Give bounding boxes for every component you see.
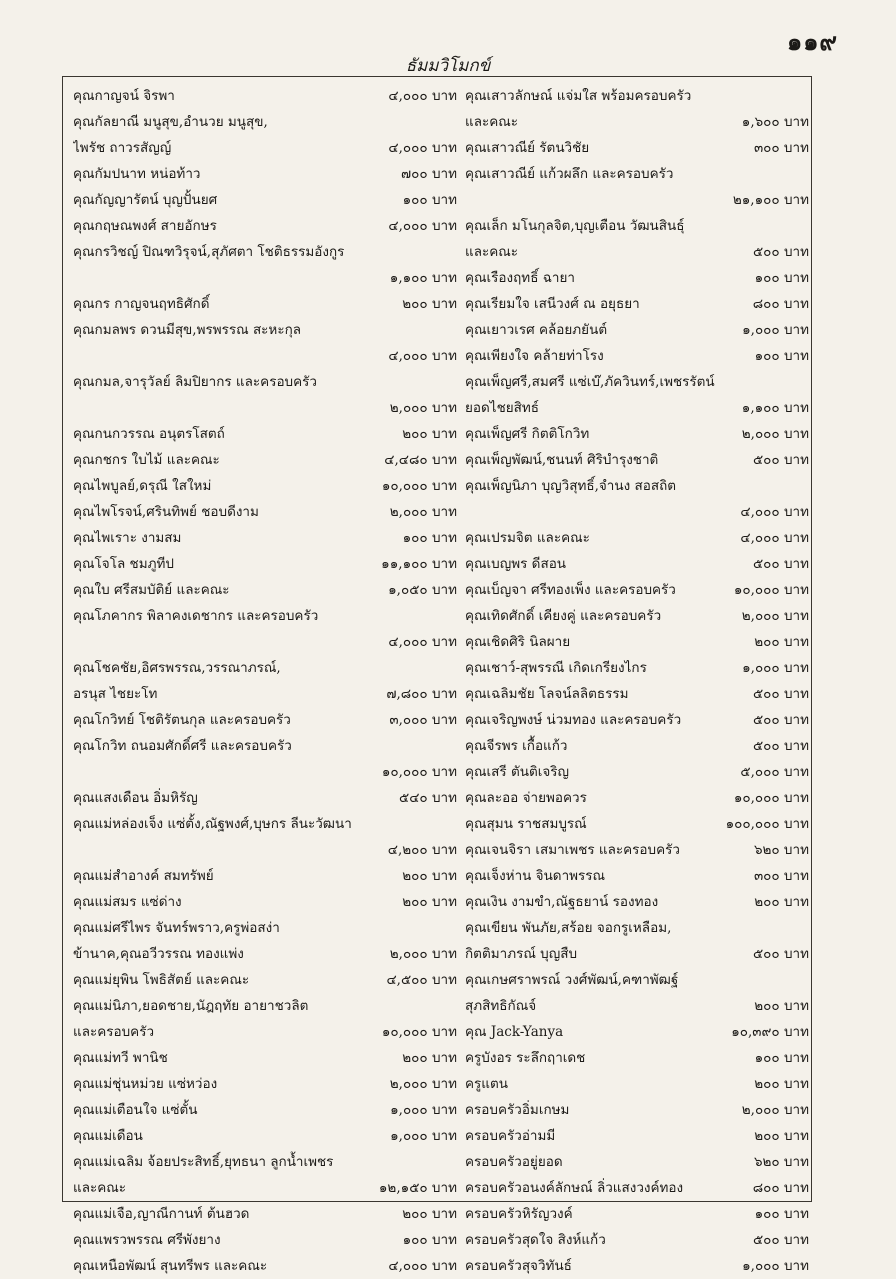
donor-name: ครอบครัวอนงค์ลักษณ์ ลิ่วแสงวงค์ทอง (465, 1180, 684, 1196)
donor-entry (73, 1253, 457, 1279)
donor-entry (73, 707, 457, 733)
donation-amount: ๒๐๐ บาท (402, 296, 457, 312)
donor-entry (73, 785, 457, 811)
donor-name: คุณไพบูลย์,ดรุณี ใสใหม่ (73, 478, 212, 494)
donor-entry (73, 525, 457, 551)
donor-name: คุณเชาว์-สุพรรณี เกิดเกรียงไกร (465, 660, 647, 676)
donor-entry (465, 603, 809, 629)
donor-name: คุณเบ็ญจา ศรีทองเพ็ง และครอบครัว (465, 582, 676, 598)
donor-entry (73, 915, 457, 967)
donation-amount: ๑,๐๐๐ บาท (390, 1102, 457, 1118)
donor-entry (73, 811, 457, 863)
donor-name: คุณแม่ยุพิน โพธิสัตย์ และคณะ (73, 972, 250, 988)
donor-entry (465, 1123, 809, 1149)
donor-name: คุณแม่เตือนใจ แซ่ตั้น (73, 1102, 198, 1118)
donor-entry (465, 629, 809, 655)
donor-entry (73, 83, 457, 109)
donor-name-line: คุณเพ็ญนิภา บุญวิสุทธิ์,จำนง สอสถิต (465, 478, 677, 494)
donor-entry (465, 863, 809, 889)
donor-entry (73, 1227, 457, 1253)
donor-name: และคณะ (465, 244, 519, 260)
donor-entry (465, 551, 809, 577)
donor-name: คุณจีรพร เกื้อแก้ว (465, 738, 568, 754)
donation-amount: ๑,๐๐๐ บาท (742, 1258, 809, 1274)
donation-amount: ๕๐๐ บาท (752, 946, 809, 962)
donation-amount: ๒,๐๐๐ บาท (389, 400, 457, 416)
donor-entry (73, 551, 457, 577)
donor-name-line: คุณเขียน พันภัย,สร้อย จอกรูเหลือม, (465, 920, 672, 936)
donor-name: คุณแม่ทวี พานิช (73, 1050, 168, 1066)
donation-amount: ๑๐๐ บาท (754, 1206, 809, 1222)
donor-column-left (73, 83, 457, 1279)
donation-amount: ๖๒๐ บาท (753, 1154, 809, 1170)
donation-amount: ๕๐๐ บาท (752, 738, 809, 754)
donor-name: ครอบครัวอยู่ยอด (465, 1154, 563, 1170)
donation-amount: ๑,๐๐๐ บาท (742, 660, 809, 676)
donation-amount: ๘๐๐ บาท (752, 296, 809, 312)
donor-name-line: คุณเกษศราพรณ์ วงศ์พัฒน์,คฑาพัฒฐ์ (465, 972, 679, 988)
page-number: ๑๑๙ (786, 27, 838, 56)
donation-amount: ๑๐๐ บาท (754, 1050, 809, 1066)
donor-name-line: คุณแม่หล่องเจ็ง แซ่ตั้ง,ณัฐพงศ์,บุษกร ลีนะวัฒนา (73, 816, 352, 832)
donor-name: คุณเชิดศิริ นิลผาย (465, 634, 571, 650)
donor-entry (73, 1123, 457, 1149)
donor-column-right (465, 83, 809, 1279)
donor-name: คุณใบ ศรีสมบัติย์ และคณะ (73, 582, 230, 598)
donor-name: คุณแพรวพรรณ ศรีพังยาง (73, 1232, 221, 1248)
donation-amount: ๗,๘๐๐ บาท (386, 686, 457, 702)
donation-amount: ๔,๐๐๐ บาท (740, 504, 809, 520)
donor-name: อรนุส ไชยะโท (73, 686, 158, 702)
donor-entry (73, 993, 457, 1045)
donor-entry (465, 577, 809, 603)
donor-name: คุณ Jack-Yanya (465, 1024, 564, 1040)
donation-amount: ๑๒,๑๕๐ บาท (378, 1180, 457, 1196)
donation-amount: ๔,๐๐๐ บาท (740, 530, 809, 546)
donation-amount: ๑,๐๕๐ บาท (388, 582, 457, 598)
donor-entry (73, 733, 457, 785)
donor-name: คุณเปรมจิต และคณะ (465, 530, 590, 546)
donor-entry (465, 161, 809, 213)
donation-amount: ๑๐๐ บาท (754, 270, 809, 286)
donor-list-frame (62, 76, 812, 1274)
donor-name: คุณเงิน งามขำ,ณัฐธยาน์ รองทอง (465, 894, 659, 910)
donation-amount: ๒๐๐ บาท (754, 894, 809, 910)
donation-amount: ๕๐๐ บาท (752, 1232, 809, 1248)
donor-name: คุณเพียงใจ คล้ายท่าโรง (465, 348, 604, 364)
donation-amount: ๑,๖๐๐ บาท (741, 114, 809, 130)
donor-name: คุณเสาวณีย์ รัตนวิชัย (465, 140, 590, 156)
donor-entry (73, 317, 457, 369)
donor-entry (73, 1201, 457, 1227)
donor-entry (465, 967, 809, 1019)
donation-amount: ๔,๐๐๐ บาท (388, 88, 457, 104)
donor-name: และคณะ (465, 114, 519, 130)
donation-amount: ๔,๐๐๐ บาท (388, 634, 457, 650)
donor-entry (73, 967, 457, 993)
donor-name: ครอบครัวสุจวิทันธ์ (465, 1258, 572, 1274)
donor-name: คุณเยาวเรศ คล้อยภยันต์ (465, 322, 608, 338)
donor-entry (465, 889, 809, 915)
donor-entry (73, 213, 457, 239)
donor-entry (465, 213, 809, 265)
donation-amount: ๒,๐๐๐ บาท (741, 426, 809, 442)
donor-name-line: คุณแม่ศรีไพร จันทร์พราว,ครูพ่อสง่า (73, 920, 280, 936)
donation-amount: ๕๐๐ บาท (752, 556, 809, 572)
donor-entry (73, 889, 457, 915)
donation-amount: ๕๐๐ บาท (752, 244, 809, 260)
donor-name: คุณเหนือพัฒน์ สุนทรีพร และคณะ (73, 1258, 268, 1274)
donor-name-line: คุณกัลยาณี มนูสุข,อำนวย มนูสุข, (73, 114, 268, 130)
donor-entry (465, 1071, 809, 1097)
donation-amount: ๑๐๐ บาท (402, 192, 457, 208)
donation-amount: ๔,๒๐๐ บาท (387, 842, 457, 858)
donor-entry (465, 1149, 809, 1175)
donor-entry (73, 447, 457, 473)
donor-name-line: คุณโชคชัย,อิศรพรรณ,วรรณาภรณ์, (73, 660, 281, 676)
donor-name: คุณแสงเดือน อิ่มหิรัญ (73, 790, 198, 806)
donor-entry (73, 1149, 457, 1201)
donor-name: คุณเพ็ญศรี กิตติโกวิท (465, 426, 590, 442)
donor-entry (73, 109, 457, 161)
donor-entry (73, 1097, 457, 1123)
donation-amount: ๑๐๐ บาท (402, 530, 457, 546)
donor-entry (73, 1071, 457, 1097)
donor-entry (465, 83, 809, 135)
donation-amount: ๓๐๐ บาท (753, 868, 809, 884)
donor-entry (73, 473, 457, 499)
donation-amount: ๔,๕๐๐ บาท (386, 972, 457, 988)
donor-name: ครอบครัวอ่ามมี (465, 1128, 556, 1144)
donation-amount: ๑๐๐ บาท (402, 1232, 457, 1248)
donor-name: ครอบครัวหิรัญวงค์ (465, 1206, 573, 1222)
donor-name: กิตติมาภรณ์ บุญสืบ (465, 946, 578, 962)
donor-entry (465, 811, 809, 837)
donor-name-line: คุณเสาวลักษณ์ แจ่มใส พร้อมครอบครัว (465, 88, 692, 104)
donor-entry (465, 317, 809, 343)
donor-name-line: คุณกมล,จารุวัลย์ ลิมปิยากร และครอบครัว (73, 374, 317, 390)
donation-amount: ๒,๐๐๐ บาท (389, 946, 457, 962)
donor-name: คุณเบญพร ดีสอน (465, 556, 567, 572)
donor-entry (465, 447, 809, 473)
donor-name: คุณแม่เจือ,ญาณีกานท์ ต้นฮวด (73, 1206, 250, 1222)
donor-entry (465, 1045, 809, 1071)
donor-entry (465, 759, 809, 785)
donation-amount: ๒๐๐ บาท (402, 868, 457, 884)
donation-amount: ๒๑,๑๐๐ บาท (732, 192, 809, 208)
donor-name: คุณเรียมใจ เสนีวงศ์ ณ อยุธยา (465, 296, 640, 312)
donor-name: คุณแม่สำอางค์ สมทรัพย์ (73, 868, 214, 884)
donation-amount: ๑,๐๐๐ บาท (390, 1128, 457, 1144)
donor-name-line: คุณเสาวณีย์ แก้วผลึก และครอบครัว (465, 166, 674, 182)
donation-amount: ๒๐๐ บาท (754, 998, 809, 1014)
donor-entry (73, 239, 457, 291)
donor-entry (73, 421, 457, 447)
donor-name: และครอบครัว (73, 1024, 155, 1040)
donation-amount: ๒๐๐ บาท (754, 634, 809, 650)
donor-name: คุณสุมน ราชสมบูรณ์ (465, 816, 587, 832)
donation-amount: ๑๐,๐๐๐ บาท (733, 582, 809, 598)
donor-name: คุณเจริญพงษ์ น่วมทอง และครอบครัว (465, 712, 682, 728)
donation-amount: ๑,๐๐๐ บาท (742, 322, 809, 338)
donation-amount: ๒๐๐ บาท (402, 1050, 457, 1066)
donor-name: คุณกฤษณพงศ์ สายอักษร (73, 218, 217, 234)
donation-amount: ๓๐๐ บาท (753, 140, 809, 156)
donor-name: คุณแม่เดือน (73, 1128, 143, 1144)
donor-entry (465, 473, 809, 525)
donation-amount: ๑๐๐ บาท (754, 348, 809, 364)
donor-name: ครูแตน (465, 1076, 508, 1092)
donation-amount: ๒๐๐ บาท (754, 1128, 809, 1144)
donor-entry (465, 369, 809, 421)
donation-amount: ๑๐,๐๐๐ บาท (381, 478, 457, 494)
donation-amount: ๒,๐๐๐ บาท (741, 608, 809, 624)
donor-entry (465, 681, 809, 707)
donor-entry (465, 421, 809, 447)
donor-name: คุณกร กาญจนฤทธิศักดิ์ (73, 296, 210, 312)
donor-name: สุภสิทธิกัณจ์ (465, 998, 537, 1014)
donor-entry (465, 1097, 809, 1123)
donor-entry (465, 915, 809, 967)
running-head: ธัมมวิโมกข์ (405, 56, 491, 76)
donor-name: คุณเฉลิมชัย โลจน์ลลิตธรรม (465, 686, 629, 702)
donation-amount: ๕๐๐ บาท (752, 452, 809, 468)
donor-name: ครอบครัวสุดใจ สิงห์แก้ว (465, 1232, 606, 1248)
donor-name-line: คุณกรวิชญ์ ปิณฑวิรุจน์,สุภัศตา โชติธรรมอังกูร (73, 244, 345, 260)
donation-amount: ๑,๑๐๐ บาท (389, 270, 457, 286)
donor-entry (465, 291, 809, 317)
donor-entry (73, 499, 457, 525)
donor-entry (465, 1253, 809, 1279)
donation-amount: ๕๔๐ บาท (398, 790, 457, 806)
donor-entry (465, 1227, 809, 1253)
donor-entry (465, 785, 809, 811)
donor-name: คุณโกวิทย์ โชติรัตนกุล และครอบครัว (73, 712, 291, 728)
donor-name-line: คุณแม่เฉลิม จ้อยประสิทธิ์,ยุทธนา ลูกน้ำเพชร (73, 1154, 334, 1170)
donation-amount: ๑๐,๐๐๐ บาท (733, 790, 809, 806)
donor-entry (465, 1201, 809, 1227)
donor-name: คุณโจโล ชมภูทีป (73, 556, 174, 572)
donation-amount: ๒๐๐ บาท (402, 894, 457, 910)
donation-amount: ๒,๐๐๐ บาท (389, 504, 457, 520)
donor-name: คุณเรืองฤทธิ์ ฉายา (465, 270, 575, 286)
donor-entry (465, 837, 809, 863)
donation-amount: ๔,๐๐๐ บาท (388, 218, 457, 234)
donor-name: คุณเสรี ตันติเจริญ (465, 764, 569, 780)
donor-entry (73, 1045, 457, 1071)
donation-amount: ๑๑,๑๐๐ บาท (381, 556, 457, 572)
donor-name: คุณเทิดศักดิ์ เคียงคู่ และครอบครัว (465, 608, 662, 624)
donation-amount: ๖๒๐ บาท (753, 842, 809, 858)
donation-amount: ๑๐,๐๐๐ บาท (381, 1024, 457, 1040)
donor-name-line: คุณเล็ก มโนกุลจิต,บุญเตือน วัฒนสินธุ์ (465, 218, 685, 234)
donor-name: คุณเพ็ญพัฒน์,ชนนท์ ศิริบำรุงชาติ (465, 452, 659, 468)
donation-amount: ๑๐๐,๐๐๐ บาท (725, 816, 809, 832)
donor-entry (465, 1019, 809, 1045)
donor-name: คุณกัมปนาท หน่อท้าว (73, 166, 201, 182)
donor-name: ยอดไชยสิทธ์ (465, 400, 540, 416)
donation-amount: ๕๐๐ บาท (752, 712, 809, 728)
donation-amount: ๗๐๐ บาท (401, 166, 457, 182)
donor-entry (465, 707, 809, 733)
donation-amount: ๒,๐๐๐ บาท (389, 1076, 457, 1092)
donation-amount: ๑๐,๓๙๐ บาท (731, 1024, 809, 1040)
donation-amount: ๒๐๐ บาท (754, 1076, 809, 1092)
donor-name: ครูบังอร ระลึกฤาเดช (465, 1050, 586, 1066)
donor-name: คุณเจ็งห่าน จินดาพรรณ (465, 868, 606, 884)
donation-amount: ๒,๐๐๐ บาท (741, 1102, 809, 1118)
donor-name: ครอบครัวอิ่มเกษม (465, 1102, 570, 1118)
donation-amount: ๑,๑๐๐ บาท (741, 400, 809, 416)
donor-name-line: คุณโภคากร พิลาคงเดชากร และครอบครัว (73, 608, 319, 624)
donor-name: ไพรัช ถาวรสัญญ์ (73, 140, 172, 156)
donor-entry (465, 733, 809, 759)
donor-entry (465, 343, 809, 369)
donor-name: คุณกัญญารัตน์ บุญปั้นยศ (73, 192, 218, 208)
donor-entry (465, 265, 809, 291)
donor-name: คุณเจนจิรา เสมาเพชร และครอบครัว (465, 842, 680, 858)
donor-name: และคณะ (73, 1180, 127, 1196)
donor-entry (73, 863, 457, 889)
donor-name-line: คุณเพ็ญศรี,สมศรี แซ่เบ๊,ภัควินทร์,เพชรรัตน์ (465, 374, 715, 390)
donor-name: คุณไพโรจน์,ศรินทิพย์ ชอบดีงาม (73, 504, 259, 520)
donation-amount: ๔,๐๐๐ บาท (388, 348, 457, 364)
donor-name: คุณแม่สมร แซ่ด่าง (73, 894, 182, 910)
donor-entry (465, 135, 809, 161)
donor-entry (73, 603, 457, 655)
donor-name: คุณไพเราะ งามสม (73, 530, 182, 546)
donation-amount: ๔,๐๐๐ บาท (388, 1258, 457, 1274)
donor-name-line: คุณกมลพร ดวนมีสุข,พรพรรณ สะหะกุล (73, 322, 302, 338)
donation-amount: ๕๐๐ บาท (752, 686, 809, 702)
donor-entry (73, 161, 457, 187)
donation-amount: ๒๐๐ บาท (402, 426, 457, 442)
donation-amount: ๘๐๐ บาท (752, 1180, 809, 1196)
donor-entry (73, 291, 457, 317)
donor-name-line: คุณแม่นิภา,ยอดชาย,นัฎฤทัย อายาชวลิต (73, 998, 309, 1014)
donor-entry (465, 525, 809, 551)
donor-name: คุณกชกร ใบไม้ และคณะ (73, 452, 220, 468)
donation-amount: ๔,๐๐๐ บาท (388, 140, 457, 156)
donor-name-line: คุณโกวิท ถนอมศักดิ์ศรี และครอบครัว (73, 738, 292, 754)
donation-amount: ๒๐๐ บาท (402, 1206, 457, 1222)
donation-amount: ๑๐,๐๐๐ บาท (381, 764, 457, 780)
donation-amount: ๓,๐๐๐ บาท (389, 712, 457, 728)
donor-name: ข้านาค,คุณอวีวรรณ ทองแพ่ง (73, 946, 244, 962)
donor-entry (73, 187, 457, 213)
donor-entry (73, 577, 457, 603)
donor-name: คุณแม่ชุ่นหม่วย แซ่หว่อง (73, 1076, 218, 1092)
donor-entry (465, 1175, 809, 1201)
donor-entry (73, 369, 457, 421)
donor-name: คุณละออ จ่ายพอควร (465, 790, 587, 806)
donor-entry (465, 655, 809, 681)
donation-amount: ๕,๐๐๐ บาท (740, 764, 809, 780)
donor-entry (73, 655, 457, 707)
donation-amount: ๔,๔๘๐ บาท (384, 452, 457, 468)
donor-name: คุณกนกวรรณ อนุตรโสตถ์ (73, 426, 225, 442)
donor-name: คุณกาญจน์ จิรพา (73, 88, 175, 104)
